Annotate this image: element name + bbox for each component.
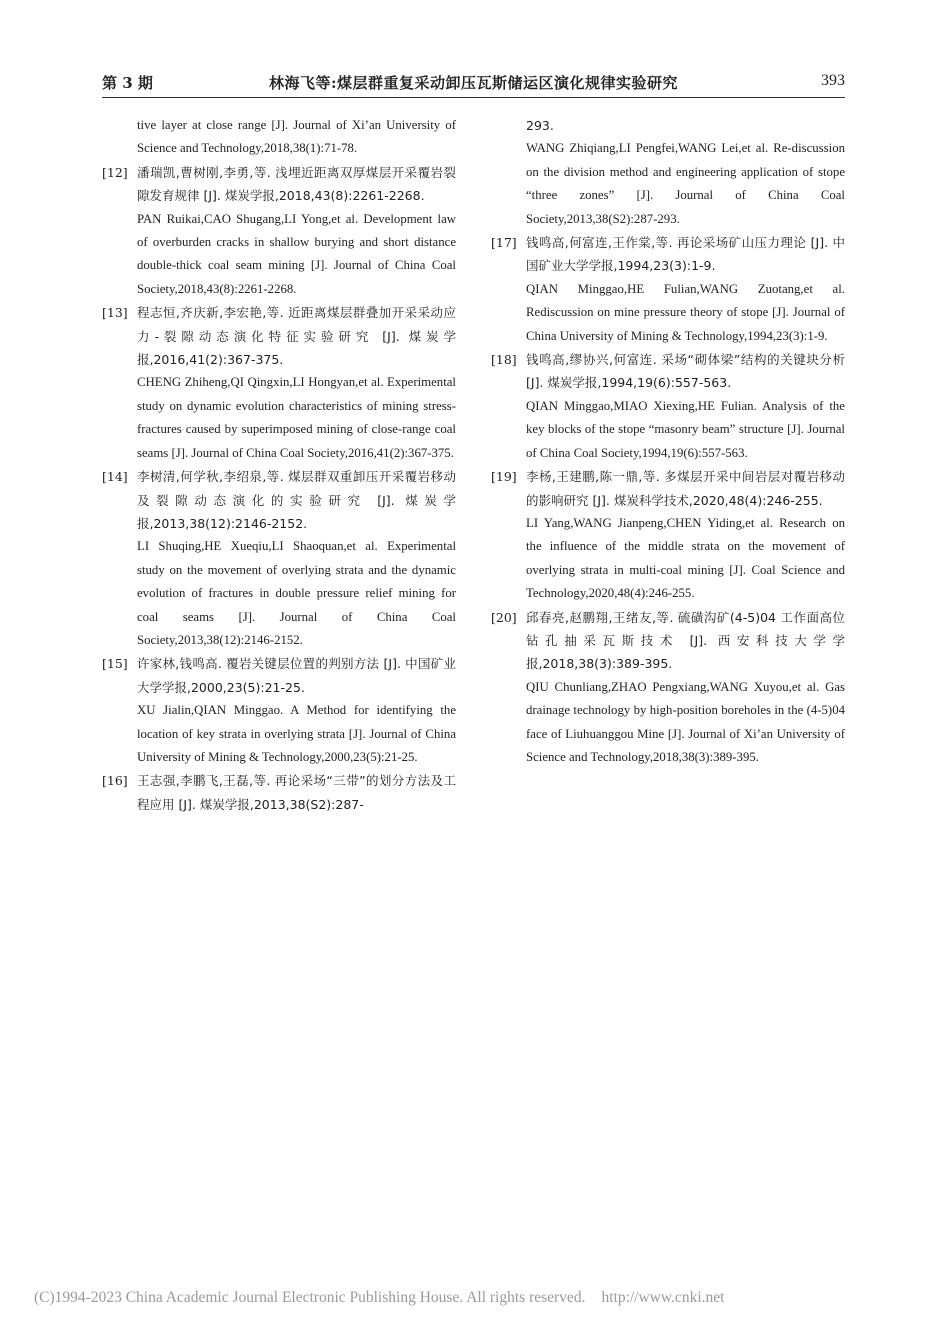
reference-17 <box>491 231 845 348</box>
reference-zh: 许家林,钱鸣高. 覆岩关键层位置的判别方法 [J]. 中国矿业大学学报,2000,23(5):21-25. <box>137 656 456 695</box>
reference-en: CHENG Zhiheng,QI Qingxin,LI Hongyan,et al. Experimental study on dynamic evolution characteristics of mining stress-fractures caused by superimposed mining of close-range coal seams [J]. Journal of China Coal Society,2016,41(2):367-375. <box>137 375 456 460</box>
reference-number: [14] <box>102 469 128 485</box>
reference-zh: 李杨,王建鹏,陈一鼎,等. 多煤层开采中间岩层对覆岩移动的影响研究 [J]. 煤炭科学技术,2020,48(4):246-255. <box>526 469 845 508</box>
reference-zh: 王志强,李鹏飞,王磊,等. 再论采场“三带”的划分方法及工程应用 [J]. 煤炭学报,2013,38(S2):287- <box>137 773 456 812</box>
reference-20 <box>491 606 845 770</box>
reference-14 <box>102 465 456 652</box>
reference-en: QIAN Minggao,MIAO Xiexing,HE Fulian. Analysis of the key blocks of the stope “masonry beam” structure [J]. Journal of China Coal Society,1994,19(6):557-563. <box>526 398 845 460</box>
reference-zh: 293. <box>526 118 554 133</box>
reference-13 <box>102 301 456 465</box>
reference-16 <box>102 769 456 816</box>
header-rule <box>102 97 845 98</box>
reference-en: QIAN Minggao,HE Fulian,WANG Zuotang,et al. Rediscussion on mine pressure theory of stope [J]. Journal of China University of Mining & Technology,1994,23(3):1-9. <box>526 281 845 343</box>
reference-en: PAN Ruikai,CAO Shugang,LI Yong,et al. Development law of overburden cracks in shallow burying and short distance double-thick coal seam mining [J]. Journal of China Coal Society,2018,43(8):2261-2268. <box>137 211 456 296</box>
reference-en: QIU Chunliang,ZHAO Pengxiang,WANG Xuyou,et al. Gas drainage technology by high-position boreholes in the (4-5)04 face of Liuhuanggou Mine [J]. Journal of Xi’an University of Science and Technology,2018,38(3):389-395. <box>526 679 845 764</box>
reference-16-continuation <box>491 114 845 231</box>
reference-number: [12] <box>102 164 128 180</box>
reference-zh: 程志恒,齐庆新,李宏艳,等. 近距离煤层群叠加开采采动应力-裂隙动态演化特征实验研究 [J]. 煤炭学报,2016,41(2):367-375. <box>137 305 456 368</box>
reference-en: XU Jialin,QIAN Minggao. A Method for identifying the location of key strata in overlying strata [J]. Journal of China University of Mining & Technology,2000,23(5):21-25. <box>137 703 456 764</box>
reference-zh: 潘瑞凯,曹树刚,李勇,等. 浅埋近距离双厚煤层开采覆岩裂隙发育规律 [J]. 煤炭学报,2018,43(8):2261-2268. <box>137 164 456 204</box>
reference-zh: 钱鸣高,缪协兴,何富连. 采场“砌体梁”结构的关键块分析 [J]. 煤炭学报,1994,19(6):557-563. <box>526 352 845 391</box>
reference-en: WANG Zhiqiang,LI Pengfei,WANG Lei,et al. Re-discussion on the division method and engineering application of stope “three zones” [J]. Journal of China Coal Society,2013,38(S2):287-293. <box>526 141 845 226</box>
reference-en: LI Yang,WANG Jianpeng,CHEN Yiding,et al. Research on the influence of the middle strata on the movement of overlying strata in multi-coal mining [J]. Coal Science and Technology,2020,48(4):246-255. <box>526 515 845 601</box>
reference-number: [17] <box>491 235 517 251</box>
reference-number: [18] <box>491 352 517 368</box>
reference-continuation <box>102 114 456 161</box>
reference-en: LI Shuqing,HE Xueqiu,LI Shaoquan,et al. Experimental study on the movement of overlying strata and the dynamic evolution of fractures in double pressure relief mining for coal seams [J]. Journal of China Coal Society,2013,38(12):2146-2152. <box>137 539 456 647</box>
reference-number: [15] <box>102 656 128 672</box>
left-column <box>102 114 456 816</box>
issue-number: 第 3 期 <box>102 74 153 92</box>
right-column <box>491 114 845 769</box>
reference-zh: 钱鸣高,何富连,王作棠,等. 再论采场矿山压力理论 [J]. 中国矿业大学学报,1994,23(3):1-9. <box>526 235 845 274</box>
page-number: 393 <box>821 72 845 89</box>
reference-number: [13] <box>102 305 128 321</box>
reference-12 <box>102 161 456 301</box>
copyright-footer <box>34 1289 724 1307</box>
footer-link[interactable]: http://www.cnki.net <box>601 1289 725 1306</box>
reference-zh: 邱春亮,赵鹏翔,王绪友,等. 硫磺沟矿(4-5)04 工作面高位钻孔抽采瓦斯技术 [J]. 西安科技大学学报,2018,38(3):389-395. <box>526 609 845 672</box>
copyright-text: (C)1994-2023 China Academic Journal Electronic Publishing House. All rights reserved. <box>34 1289 586 1306</box>
reference-en: tive layer at close range [J]. Journal of Xi’an University of Science and Technology,2018,38(1):71-78. <box>137 118 456 156</box>
running-title: 林海飞等:煤层群重复采动卸压瓦斯储运区演化规律实验研究 <box>268 74 679 92</box>
reference-15 <box>102 652 456 769</box>
reference-number: [20] <box>491 609 517 625</box>
reference-number: [16] <box>102 773 128 789</box>
reference-number: [19] <box>491 469 517 485</box>
reference-18 <box>491 348 845 465</box>
running-header <box>102 72 845 94</box>
reference-zh: 李树清,何学秋,李绍泉,等. 煤层群双重卸压开采覆岩移动及裂隙动态演化的实验研究 [J]. 煤炭学报,2013,38(12):2146-2152. <box>137 469 456 531</box>
reference-19 <box>491 465 845 605</box>
